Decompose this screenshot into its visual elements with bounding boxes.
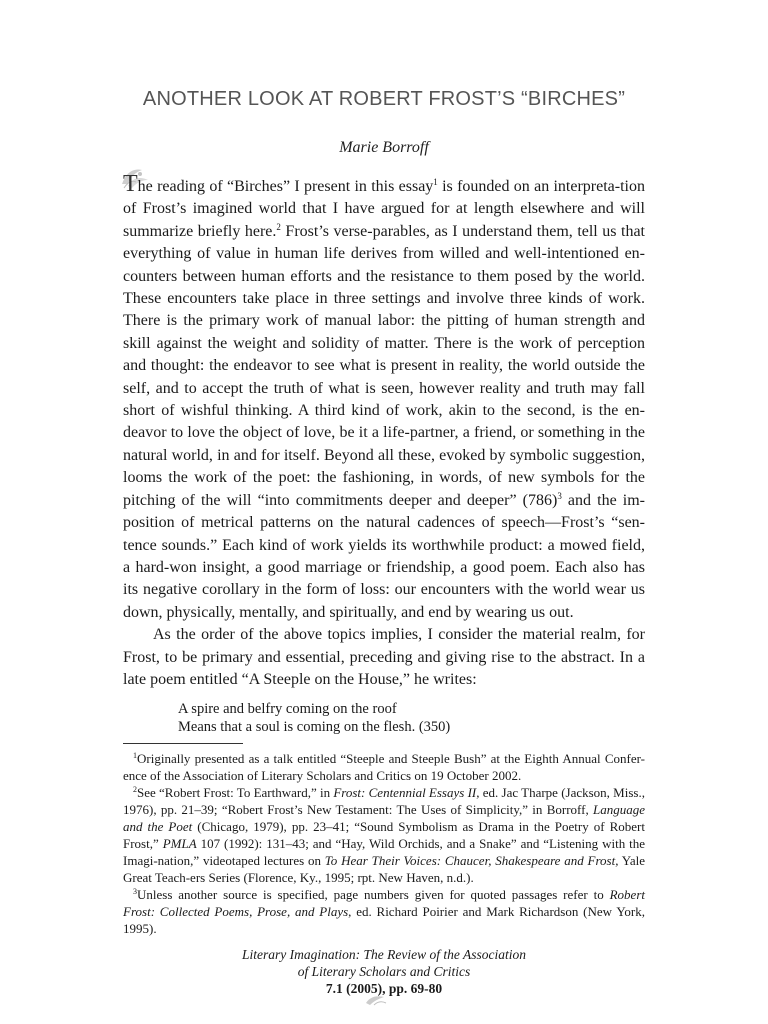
journal-issue-pages: 7.1 (2005), pp. 69-80 [325,981,443,996]
footnote-1-text: Originally presented as a talk entitled “Steeple and Steeple Bush” at the Eighth Annual Confer-ence of the Association of Literary Scholars and Critics on 19 October 2002. [123,751,645,783]
footnote-2-number: 2 [133,785,137,794]
verse-quotation [178,700,450,736]
footnote-ref-1[interactable]: 1 [433,177,438,187]
footnote-3-text-a: Unless another source is specified, page numbers given for quoted passages refer to [137,887,610,902]
paragraph-1-text-b: is founded on an interpreta-tion of Frost’s imagined world that I have argued for at length elsewhere and will summarize briefly here. [123,178,646,240]
footnote-1 [123,750,645,784]
footnote-2-title-d: To Hear Their Voices: Chaucer, Shakespeare and Frost, [324,853,619,868]
footnote-ref-3[interactable]: 3 [557,490,562,501]
footnote-2 [123,784,645,886]
paragraph-1 [123,171,646,624]
footnote-1-number: 1 [133,751,137,760]
footnote-ref-2[interactable]: 2 [276,221,281,232]
paragraph-2: As the order of the above topics implies, I consider the material realm, for Frost, to be primary and essential, preceding and giving rise to the abstract. In a late poem entitled “A Steeple on the House,” he writes: [123,626,645,688]
article-title: ANOTHER LOOK AT ROBERT FROST’S “BIRCHES” [142,88,626,110]
journal-name-line-2: of Literary Scholars and Critics [297,964,471,979]
leaf-ornament-icon [364,993,388,1007]
footnote-2-title-a: Frost: Centennial Essays II, [333,785,480,800]
footnotes [123,750,645,937]
footnote-2-text-a: See “Robert Frost: To Earthward,” in [137,785,334,800]
footnote-3 [123,886,645,937]
journal-name-line-1: Literary Imagination: The Review of the Association [242,947,526,962]
footnote-2-text-i: Yale Great Teach-ers Series (Florence, Ky., 1995; rpt. New Haven, n.d.). [123,853,645,885]
footnote-3-title: Robert Frost: Collected Poems, Prose, and Plays [123,887,645,919]
footnote-divider [123,743,243,744]
drop-cap: T [123,171,138,197]
verse-line-1: A spire and belfry coming on the roof [178,701,397,717]
author-name: Marie Borroff [339,139,429,156]
paragraph-1-text-c: Frost’s verse-parables, as I understand them, tell us that everything of value in human life derives from willed and well-intentioned en-counters between human efforts and the resistance to them posed by the world. These encounters take place in three settings and involve three kinds of work. There is the primary work of manual labor: the pitting of human strength and skill against the weight and solidity of matter. There is the work of perception and thought: the endeavor to see what is present in reality, the world outside the self, and to accept the truth of what is seen, however reality and truth may fall short of wishful thinking. A third kind of work, akin to the second, is the en-deavor to love the object of love, be it a life-partner, a friend, or something in the natural world, in and for itself. Beyond all these, evoked by symbolic suggestion, looms the work of the poet: the fashioning, in words, of new symbols for the pitching of the will “into commitments deeper and deeper” (786) [123,222,646,509]
footnote-2-title-b: Language and the Poet [123,802,645,834]
footnote-3-text-c: , ed. Richard Poirier and Mark Richardson (New York, 1995). [123,904,645,936]
paragraph-1-text-a: he reading of “Birches” I present in this essay [137,178,434,195]
body-text [123,171,646,691]
paragraph-1-text-d: and the im-position of metrical patterns on the natural cadences of speech—Frost’s “sen-tence sounds.” Each kind of work yields its worthwhile product: a mowed field, a hard-won insight, a good marriage or friendship, a good poem. Each also has its negative corollary in the form of loss: our encounters with the world wear us down, physically, mentally, and spiritually, and end by wearing us out. [123,491,645,621]
verse-line-2: Means that a soul is coming on the flesh. (350) [178,719,451,735]
journal-citation [0,946,768,997]
footnote-2-title-c: PMLA [162,836,197,851]
footnote-2-text-g: 107 (1992): 131–43; and “Hay, Wild Orchids, and a Snake” and “Listening with the Imagi-nation,” videotaped lectures on [123,836,646,868]
footnote-3-number: 3 [133,887,137,896]
footnote-2-text-c: ed. Jac Tharpe (Jackson, Miss., 1976), pp. 21–39; “Robert Frost’s New Testament: The Uses of Simplicity,” in Borroff, [123,785,645,817]
footnote-2-text-e: (Chicago, 1979), pp. 23–41; “Sound Symbolism as Drama in the Poetry of Robert Frost,” [123,819,645,851]
